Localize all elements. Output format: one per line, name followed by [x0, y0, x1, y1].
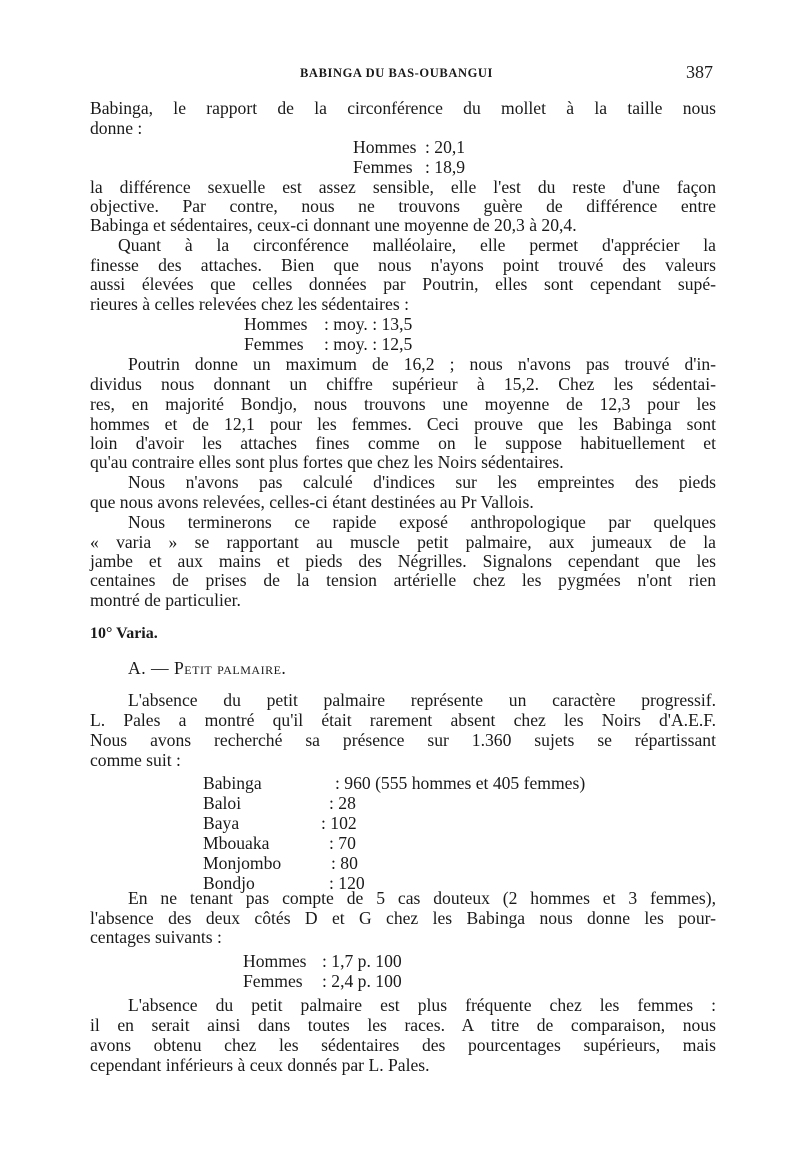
text-line: jambe et aux mains et pieds des Négrilles. Signalons cependant que les — [90, 551, 716, 571]
row-value: : 2,4 p. 100 — [322, 971, 402, 991]
row-value: : 102 — [321, 813, 357, 833]
row-value: : 120 — [329, 873, 365, 893]
row-value: : 18,9 — [425, 157, 466, 177]
running-title: BABINGA DU BAS-OUBANGUI — [300, 66, 493, 80]
text-line: finesse des attaches. Bien que nous n'ayons point trouvé des valeurs — [90, 255, 716, 275]
text-line: centages suivants : — [90, 927, 222, 947]
row-value: : 960 (555 hommes et 405 femmes) — [335, 773, 586, 793]
text-line: objective. Par contre, nous ne trouvons guère de différence entre — [90, 196, 716, 216]
text-line: Quant à la circonférence malléolaire, elle permet d'apprécier la — [118, 235, 716, 255]
section-heading: 10° Varia. — [90, 625, 158, 642]
text-line: « varia » se rapportant au muscle petit palmaire, aux jumeaux de la — [90, 532, 716, 552]
text-line: cependant inférieurs à ceux donnés par L. Pales. — [90, 1055, 430, 1075]
text-line: donne : — [90, 118, 143, 138]
text-line: Nous avons recherché sa présence sur 1.360 sujets se répartissant — [90, 730, 716, 750]
text-line: En ne tenant pas compte de 5 cas douteux (2 hommes et 3 femmes), — [128, 888, 716, 908]
text-line: l'absence des deux côtés D et G chez les Babinga nous donne les pour- — [90, 908, 716, 928]
text-line: hommes et de 12,1 pour les femmes. Ceci prouve que les Babinga sont — [90, 414, 716, 434]
text-line: Poutrin donne un maximum de 16,2 ; nous n'avons pas trouvé d'in- — [128, 354, 716, 374]
row-label: Femmes — [243, 971, 303, 991]
row-value: : moy. : 13,5 — [324, 314, 413, 334]
row-label: Bondjo — [203, 873, 255, 893]
text-line: L'absence du petit palmaire représente un caractère progressif. — [128, 690, 716, 710]
text-line: rieures à celles relevées chez les sédentaires : — [90, 294, 409, 314]
row-label: Femmes — [244, 334, 304, 354]
row-label: Monjombo — [203, 853, 282, 873]
text-line: que nous avons relevées, celles-ci étant destinées au Pr Vallois. — [90, 492, 534, 512]
row-label: Baloi — [203, 793, 242, 813]
row-label: Hommes — [244, 314, 308, 334]
row-label: Hommes — [353, 137, 417, 157]
row-value: : 1,7 p. 100 — [322, 951, 402, 971]
text-line: Babinga, le rapport de la circonférence du mollet à la taille nous — [90, 98, 716, 118]
page-number: 387 — [686, 62, 713, 82]
text-line: la différence sexuelle est assez sensible, elle l'est du reste d'une façon — [90, 177, 716, 197]
subsection-heading: A. — Petit palmaire. — [128, 658, 287, 678]
row-value: : 70 — [329, 833, 356, 853]
row-value: : 80 — [331, 853, 358, 873]
row-label: Hommes — [243, 951, 307, 971]
text-line: comme suit : — [90, 750, 181, 770]
text-line: avons obtenu chez les sédentaires des pourcentages supérieurs, mais — [90, 1035, 716, 1055]
text-line: L'absence du petit palmaire est plus fréquente chez les femmes : — [128, 995, 716, 1015]
text-line: il en serait ainsi dans toutes les races. A titre de comparaison, nous — [90, 1015, 716, 1035]
row-label: Baya — [203, 813, 240, 833]
row-value: : 20,1 — [425, 137, 466, 157]
row-value: : 28 — [329, 793, 356, 813]
text-line: centaines de prises de la tension artérielle chez les pygmées n'ont rien — [90, 570, 716, 590]
text-line: Nous n'avons pas calculé d'indices sur les empreintes des pieds — [128, 472, 716, 492]
text-line: L. Pales a montré qu'il était rarement absent chez les Noirs d'A.E.F. — [90, 710, 716, 730]
text-line: res, en majorité Bondjo, nous trouvons une moyenne de 12,3 pour les — [90, 394, 716, 414]
text-line: qu'au contraire elles sont plus fortes que chez les Noirs sédentaires. — [90, 452, 564, 472]
text-line: aussi élevées que celles données par Poutrin, elles sont cependant supé- — [90, 274, 716, 294]
row-label: Femmes — [353, 157, 413, 177]
text-line: dividus nous donnant un chiffre supérieur à 15,2. Chez les sédentai- — [90, 374, 716, 394]
text-line: montré de particulier. — [90, 590, 241, 610]
row-value: : moy. : 12,5 — [324, 334, 413, 354]
row-label: Babinga — [203, 773, 262, 793]
page-header — [0, 62, 800, 86]
text-line: loin d'avoir les attaches fines comme on le suppose habituellement et — [90, 433, 716, 453]
text-line: Babinga et sédentaires, ceux-ci donnant une moyenne de 20,3 à 20,4. — [90, 215, 577, 235]
text-line: Nous terminerons ce rapide exposé anthropologique par quelques — [128, 512, 716, 532]
row-label: Mbouaka — [203, 833, 270, 853]
